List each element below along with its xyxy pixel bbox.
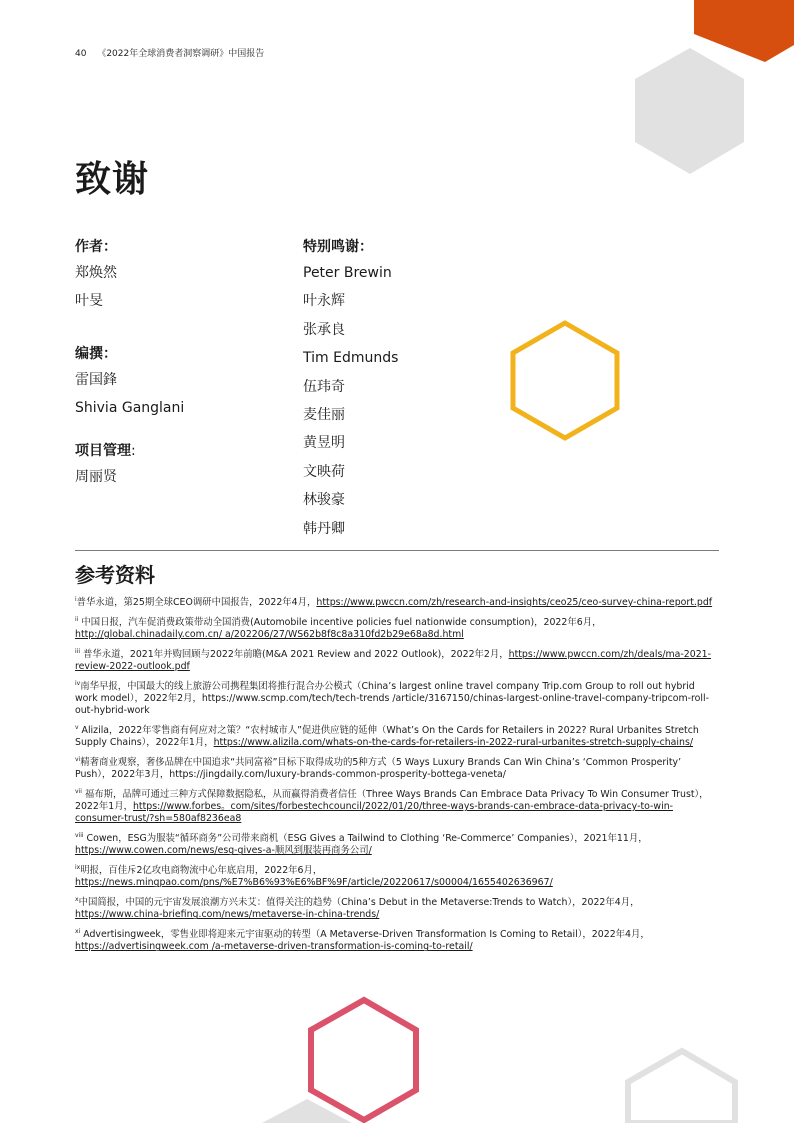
thanks-name: 叶永辉 xyxy=(303,293,345,310)
reference-item: $^{xi}$ Advertisingweek，零售业即将迎来元宇宙驱动的转型（A Metaverse-Driven Transformation Is Coming to Retail），2022年4月，https://advertisingweek.com /a-metaverse-driven-transformation-is-coming-to-retail/ xyxy=(75,928,650,953)
author-name: 叶旻 xyxy=(75,293,103,310)
grey-hexagon-top xyxy=(635,48,744,174)
author-name: 郑焕然 xyxy=(75,265,117,281)
thanks-name: 黄昱明 xyxy=(303,435,345,452)
reference-link[interactable]: https://www.cowen.com/news/esg-gives-a-顺风到服装再商务公司/ xyxy=(75,845,372,857)
reference-link[interactable]: https://advertisingweek.com /a-metaverse-driven-transformation-is-coming-to-retail/ xyxy=(75,941,473,953)
thanks-name: 林骏豪 xyxy=(303,492,345,509)
project-manager-name: 周丽贤 xyxy=(75,468,117,485)
reference-link[interactable]: https://www.pwccn.com/zh/research-and-insights/ceo25/ceo-survey-china-report.pdf xyxy=(316,597,713,608)
special-thanks-column xyxy=(303,235,503,543)
reference-item: $^{viii}$ Cowen，ESG为服装“循环商务”公司带来商机（ESG Gives a Tailwind to Clothing ‘Re-Commerce’ Companies），2021年11月，https://www.cowen.com/news/esg-gives-a-顺风到服装再商务公司/ xyxy=(75,832,648,857)
editor-name: 雷国鋒 xyxy=(75,371,117,388)
reference-item: $^i$普华永道，第25期全球CEO调研中国报告，2022年4月，https://www.pwccn.com/zh/research-and-insights/ceo25/ceo-survey-china-report.pdf xyxy=(75,596,713,608)
thanks-name: Tim Edmunds xyxy=(303,350,399,367)
page-number: 40 xyxy=(75,49,87,59)
reference-item: $^{iv}$南华早报，中国最大的线上旅游公司携程集团将推行混合办公模式（China’s largest online travel company Trip.com Group to roll out hybrid work model），2022年2月，https://www.scmp.com/tech/tech-trends /article/3167150/chinas-largest-online-travel-company-tripcom-roll-out-hybrid-work xyxy=(75,679,709,717)
yellow-hexagon xyxy=(513,323,617,438)
reference-item: $^{ix}$明报，百佳斥2亿攻电商物流中心年底启用，2022年6月， https://news.mingpao.com/pns/%E7%B6%93%E6%BF%9F/article/20220617/s00004/1655402636967/ xyxy=(75,864,553,889)
reference-item: $^{vi}$精奢商业观察，奢侈品牌在中国追求“共同富裕”目标下取得成功的5种方式（5 Ways Luxury Brands Can Win China’s ‘Common Prosperity’ Push），2022年3月，https://jingdaily.com/luxury-brands-common-prosperity-bottega-veneta/ xyxy=(75,756,682,781)
reference-item: $^{vii}$ 福布斯，品牌可通过三种方式保障数据隐私，从而赢得消费者信任（Three Ways Brands Can Embrace Data Privacy To Win Consumer Trust），2022年1月，https://www.forbes。com/sites/forbestechcouncil/2022/01/20/three-ways-brands-can-embrace-data-privacy-to-win-consumer-trust/?sh=580af8236ea8 xyxy=(75,788,709,825)
thanks-name: 张承良 xyxy=(303,321,345,338)
references-heading: 参考资料 xyxy=(75,563,155,587)
thanks-name: 韩丹卿 xyxy=(303,520,345,537)
authors-heading: 作者： xyxy=(75,239,117,255)
special-thanks-heading: 特别鸣谢： xyxy=(303,239,373,255)
section-divider xyxy=(75,550,719,551)
report-title: 《2022年全球消费者洞察调研》中国报告 xyxy=(97,49,265,59)
thanks-name: 麦佳丽 xyxy=(303,406,345,423)
reference-link[interactable]: https://news.mingpao.com/pns/%E7%B6%93%E6%BF%9F/article/20220617/s00004/1655402636967/ xyxy=(75,877,553,889)
credits-left-column xyxy=(75,235,285,491)
thanks-name: 文映荷 xyxy=(303,463,345,480)
reference-link[interactable]: https://www.forbes。com/sites/forbestechcouncil/2022/01/20/three-ways-brands-can-embrace-data-privacy-to-win-consumer-trust/?sh=580af8236ea8 xyxy=(75,801,674,825)
reference-link[interactable]: https://www.pwccn.com/zh/deals/ma-2021-review-2022-outlook.pdf xyxy=(75,648,712,672)
thanks-name: 伍玮奇 xyxy=(303,378,345,395)
reference-link[interactable]: https://www.china-briefing.com/news/metaverse-in-china-trends/ xyxy=(75,909,380,921)
reference-item: $^{ii}$ 中国日报，汽车促消费政策带动全国消费(Automobile incentive policies fuel nationwide consumption)，2022年6月，http://global.chinadaily.com.cn/ a/202206/27/WS62b8f8c8a310fd2b29e68a8d.html xyxy=(75,615,602,640)
reference-item: $^{iii}$ 普华永道，2021年并购回顾与2022年前瞻(M&A 2021 Review and 2022 Outlook)，2022年2月，https://www.pwccn.com/zh/deals/ma-2021-review-2022-outlook.pdf xyxy=(75,647,712,672)
editors-heading: 编撰： xyxy=(75,345,117,362)
editor-name: Shivia Ganglani xyxy=(75,400,185,417)
grey-hexagon-bottom-right xyxy=(628,1051,735,1123)
reference-item: $^x$中国简报，中国的元宇宙发展浪潮方兴未艾：值得关注的趋势（China’s Debut in the Metaverse:Trends to Watch），2022年4月，https://www.china-briefing.com/news/metaverse-in-china-trends/ xyxy=(75,896,640,921)
project-management-heading: 项目管理: xyxy=(75,442,136,459)
orange-hexagon xyxy=(694,0,794,62)
thanks-name: Peter Brewin xyxy=(303,265,392,281)
reference-link[interactable]: https://www.alizila.com/whats-on-the-cards-for-retailers-in-2022-rural-urbanites-stretch-supply-chains/ xyxy=(213,737,694,749)
reference-item: $^v$ Alizila，2022年零售商有何应对之策？“农村城市人”促进供应链的延伸（What’s On the Cards for Retailers in 2022? Rural Urbanites Stretch Supply Chains），2022年1月，https://www.alizila.com/whats-on-the-cards-for-retailers-in-2022-rural-urbanites-stretch-supply-chains/ xyxy=(75,724,699,749)
running-header xyxy=(75,46,264,59)
pink-hexagon xyxy=(311,1000,416,1120)
page-title: 致谢 xyxy=(75,159,150,200)
reference-link[interactable]: http://global.chinadaily.com.cn/ a/202206/27/WS62b8f8c8a310fd2b29e68a8d.html xyxy=(75,629,464,640)
references-list xyxy=(75,597,719,961)
